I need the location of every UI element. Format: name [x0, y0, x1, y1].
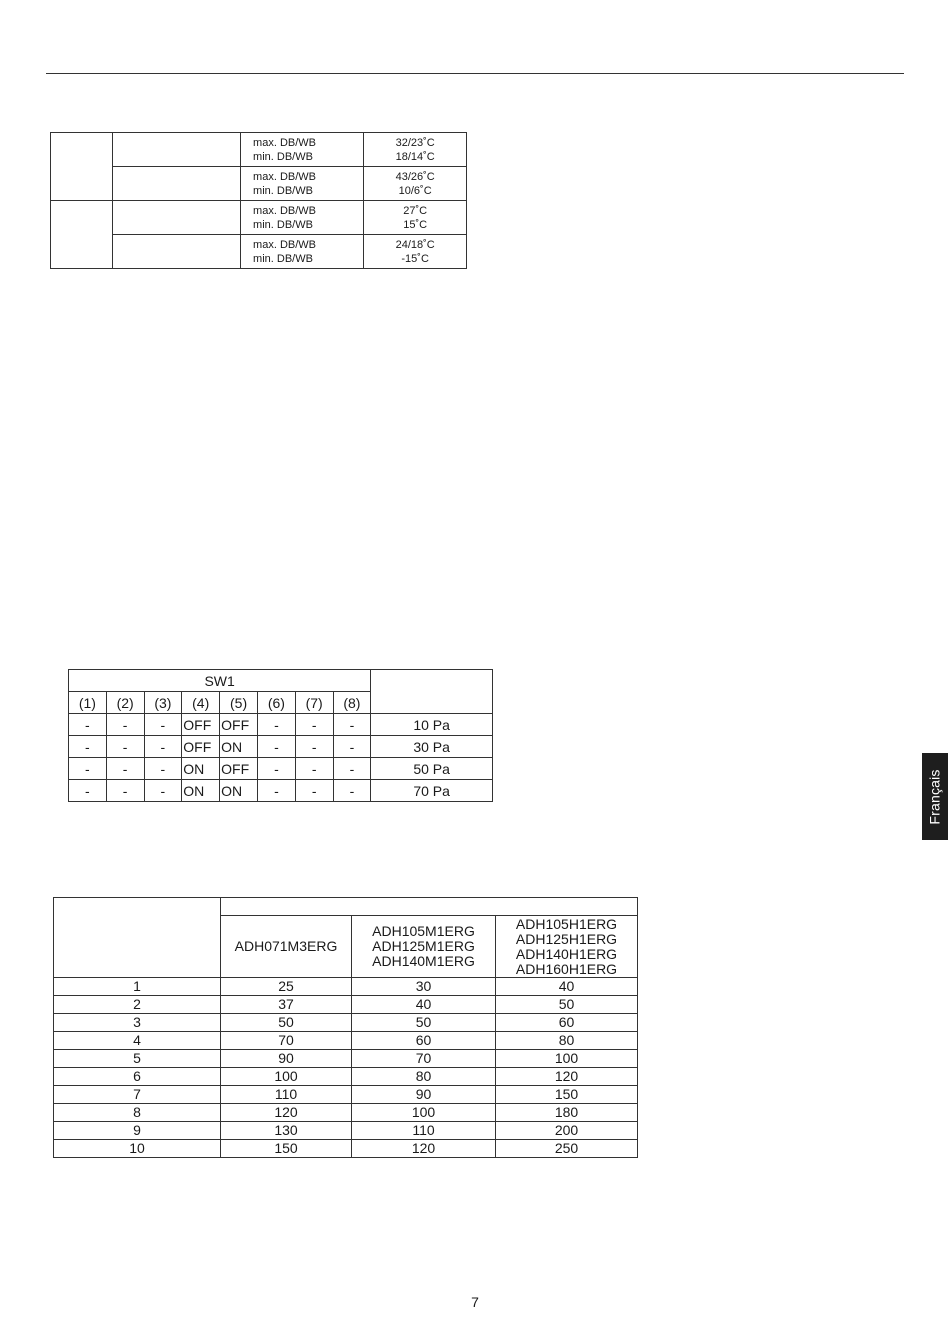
- condition-cell: max. DB/WB min. DB/WB: [241, 133, 364, 167]
- switch-state: ON: [220, 780, 258, 802]
- switch-state: -: [333, 758, 371, 780]
- model-value-cell: 150: [496, 1086, 638, 1104]
- switch-number: (1): [69, 692, 107, 714]
- switch-state: OFF: [220, 758, 258, 780]
- switch-number: (7): [295, 692, 333, 714]
- table-row: [54, 978, 638, 996]
- table-row: [69, 714, 493, 736]
- model-value-cell: 100: [496, 1050, 638, 1068]
- condition-cell: max. DB/WB min. DB/WB: [241, 201, 364, 235]
- pressure-value: 70 Pa: [371, 780, 493, 802]
- switch-state: -: [106, 758, 144, 780]
- condition-cell: max. DB/WB min. DB/WB: [241, 167, 364, 201]
- pressure-value: 10 Pa: [371, 714, 493, 736]
- switch-number: (8): [333, 692, 371, 714]
- model-header: ADH071M3ERG: [221, 916, 352, 978]
- switch-state: -: [258, 736, 296, 758]
- language-tab-label: Français: [927, 768, 944, 825]
- table-row: [69, 736, 493, 758]
- switch-state: -: [106, 780, 144, 802]
- table-row: [51, 167, 467, 201]
- model-value-cell: 250: [496, 1140, 638, 1158]
- switch-number: (5): [220, 692, 258, 714]
- table-row: [54, 1122, 638, 1140]
- speed-level-cell: 6: [54, 1068, 221, 1086]
- table-row: [54, 1140, 638, 1158]
- switch-state: -: [69, 736, 107, 758]
- model-value-cell: 130: [221, 1122, 352, 1140]
- switch-state: -: [144, 714, 182, 736]
- switch-state: ON: [182, 758, 220, 780]
- model-value-cell: 180: [496, 1104, 638, 1122]
- speed-level-cell: 7: [54, 1086, 221, 1104]
- model-value-cell: 80: [352, 1068, 496, 1086]
- model-value-cell: 25: [221, 978, 352, 996]
- switch-state: -: [69, 758, 107, 780]
- model-header: ADH105H1ERG ADH125H1ERG ADH140H1ERG ADH160H1ERG: [496, 916, 638, 978]
- model-value-cell: 40: [352, 996, 496, 1014]
- speed-level-cell: 8: [54, 1104, 221, 1122]
- model-value-cell: 100: [352, 1104, 496, 1122]
- table-row: [51, 235, 467, 269]
- value-cell: 43/26˚C 10/6˚C: [364, 167, 467, 201]
- switch-state: -: [295, 758, 333, 780]
- speed-level-cell: 2: [54, 996, 221, 1014]
- switch-number: (6): [258, 692, 296, 714]
- model-value-cell: 100: [221, 1068, 352, 1086]
- model-value-cell: 110: [352, 1122, 496, 1140]
- table-header-row: [54, 898, 638, 916]
- switch-state: -: [258, 714, 296, 736]
- speed-level-cell: 1: [54, 978, 221, 996]
- table-row: [54, 1068, 638, 1086]
- model-value-cell: 50: [496, 996, 638, 1014]
- switch-state: -: [144, 736, 182, 758]
- table-row: [54, 1032, 638, 1050]
- value-cell: 32/23˚C 18/14˚C: [364, 133, 467, 167]
- operating-range-table: [50, 132, 467, 269]
- switch-state: ON: [182, 780, 220, 802]
- fan-speed-rows: [54, 978, 638, 1158]
- switch-state: -: [295, 780, 333, 802]
- pressure-value: 50 Pa: [371, 758, 493, 780]
- switch-state: -: [106, 736, 144, 758]
- model-value-cell: 80: [496, 1032, 638, 1050]
- group-cell-heating: [51, 201, 113, 269]
- model-value-cell: 40: [496, 978, 638, 996]
- switch-number: (3): [144, 692, 182, 714]
- model-value-cell: 30: [352, 978, 496, 996]
- speed-level-cell: 9: [54, 1122, 221, 1140]
- model-header: ADH105M1ERG ADH125M1ERG ADH140M1ERG: [352, 916, 496, 978]
- group-cell-cooling: [51, 133, 113, 201]
- table-row: [54, 996, 638, 1014]
- model-value-cell: 120: [496, 1068, 638, 1086]
- switch-state: -: [69, 780, 107, 802]
- table-row: [54, 1050, 638, 1068]
- speed-level-cell: 3: [54, 1014, 221, 1032]
- table-row: [51, 201, 467, 235]
- side-cell: [112, 201, 240, 235]
- speed-level-cell: 4: [54, 1032, 221, 1050]
- model-value-cell: 150: [221, 1140, 352, 1158]
- model-value-cell: 90: [352, 1086, 496, 1104]
- model-value-cell: 50: [221, 1014, 352, 1032]
- model-value-cell: 120: [221, 1104, 352, 1122]
- switch-state: -: [69, 714, 107, 736]
- pressure-header: [371, 670, 493, 714]
- sw1-header: SW1: [69, 670, 371, 692]
- table-row: [54, 1086, 638, 1104]
- condition-cell: max. DB/WB min. DB/WB: [241, 235, 364, 269]
- model-value-cell: 120: [352, 1140, 496, 1158]
- table-row: [69, 780, 493, 802]
- table-row: [54, 1104, 638, 1122]
- switch-state: -: [295, 736, 333, 758]
- switch-state: OFF: [182, 714, 220, 736]
- model-value-cell: 37: [221, 996, 352, 1014]
- model-value-cell: 60: [496, 1014, 638, 1032]
- switch-state: -: [333, 714, 371, 736]
- model-value-cell: 200: [496, 1122, 638, 1140]
- value-cell: 24/18˚C -15˚C: [364, 235, 467, 269]
- switch-state: -: [144, 758, 182, 780]
- page-number: 7: [471, 1294, 479, 1310]
- sw1-pressure-table: [68, 669, 493, 802]
- table-header-row: [69, 670, 493, 692]
- model-value-cell: 60: [352, 1032, 496, 1050]
- switch-state: -: [144, 780, 182, 802]
- switch-state: -: [258, 758, 296, 780]
- side-cell: [112, 235, 240, 269]
- side-cell: [112, 167, 240, 201]
- switch-state: OFF: [220, 714, 258, 736]
- model-value-cell: 70: [352, 1050, 496, 1068]
- model-group-header: [221, 898, 638, 916]
- switch-state: OFF: [182, 736, 220, 758]
- switch-state: ON: [220, 736, 258, 758]
- model-value-cell: 90: [221, 1050, 352, 1068]
- speed-level-cell: 10: [54, 1140, 221, 1158]
- pressure-value: 30 Pa: [371, 736, 493, 758]
- language-tab: [922, 753, 948, 840]
- model-value-cell: 110: [221, 1086, 352, 1104]
- model-value-cell: 70: [221, 1032, 352, 1050]
- value-cell: 27˚C 15˚C: [364, 201, 467, 235]
- table-row: [69, 758, 493, 780]
- table-row: [51, 133, 467, 167]
- switch-state: -: [295, 714, 333, 736]
- switch-number: (2): [106, 692, 144, 714]
- switch-state: -: [258, 780, 296, 802]
- model-value-cell: 50: [352, 1014, 496, 1032]
- switch-state: -: [106, 714, 144, 736]
- speed-level-cell: 5: [54, 1050, 221, 1068]
- speed-header: [54, 898, 221, 978]
- header-rule: [46, 73, 904, 74]
- switch-state: -: [333, 780, 371, 802]
- switch-number: (4): [182, 692, 220, 714]
- switch-state: -: [333, 736, 371, 758]
- table-row: [54, 1014, 638, 1032]
- side-cell: [112, 133, 240, 167]
- fan-speed-model-table: [53, 897, 638, 1158]
